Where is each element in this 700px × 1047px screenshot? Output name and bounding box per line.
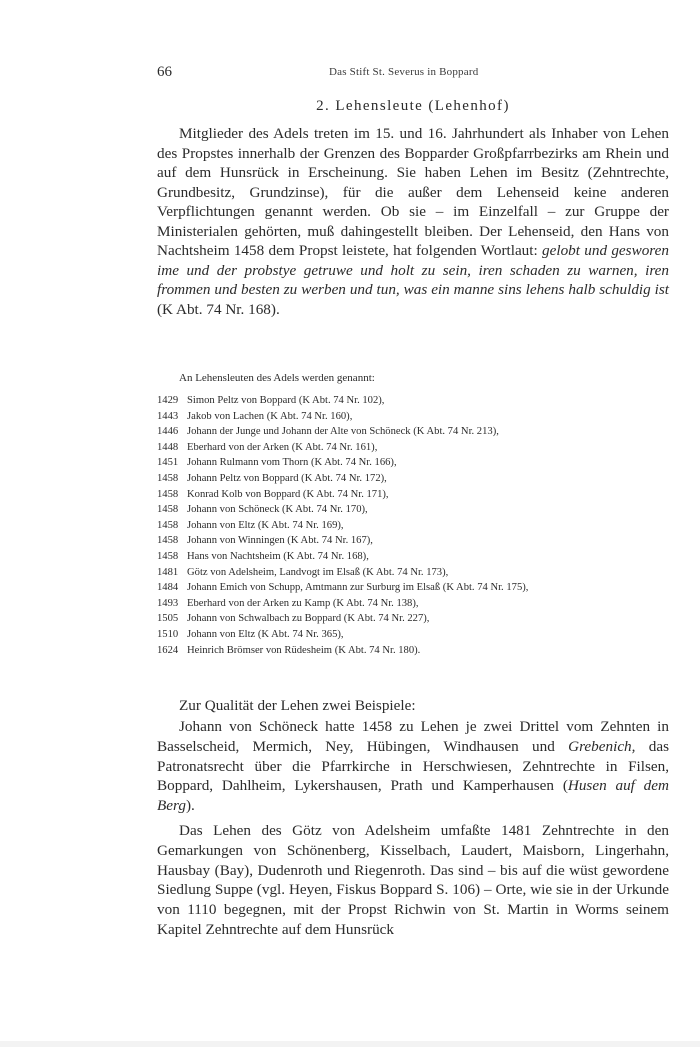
list-item-text: Eberhard von der Arken zu Kamp (K Abt. 74 Nr. 138), bbox=[187, 597, 419, 609]
schoeneck-italic-husen: Husen auf dem Berg bbox=[157, 777, 669, 815]
list-item-year: 1458 bbox=[157, 504, 179, 516]
list-item-text: Johann von Eltz (K Abt. 74 Nr. 169), bbox=[187, 519, 344, 531]
list-item bbox=[157, 611, 677, 627]
list-item bbox=[157, 518, 677, 534]
oath-quote: gelobt und gesworen ime und der probstye getruwe und holt zu sein, iren schaden zu warnen, iren frommen und besten zu werben und tun, was ein manne sins lehens halb schuldig ist bbox=[157, 242, 669, 298]
list-item bbox=[157, 487, 677, 503]
running-header bbox=[157, 64, 669, 84]
schoeneck-italic-grebenich: Grebenich, bbox=[568, 737, 636, 755]
list-item-text: Johann von Winningen (K Abt. 74 Nr. 167), bbox=[187, 535, 373, 547]
list-item bbox=[157, 409, 677, 425]
list-item-year: 1458 bbox=[157, 488, 179, 500]
list-item-year: 1505 bbox=[157, 613, 179, 625]
page-bottom-edge bbox=[0, 1041, 700, 1047]
list-item bbox=[157, 424, 677, 440]
list-item bbox=[157, 580, 677, 596]
list-item bbox=[157, 627, 677, 643]
intro-text: Mitglieder des Adels treten im 15. und 16. Jahrhundert als Inhaber von Lehen des Propstes innerhalb der Grenzen des Bopparder Großpfarrbezirks am Rhein und auf dem Hunsrück in Erscheinung. Sie haben Lehen im Besitz (Zehntrechte, Grundbesitz, Grundzinse), für die außer dem Lehenseid keine anderen Verpflichtungen genannt werden. Ob sie – im Einzelfall – zur Gruppe der Ministerialen gehörten, muß dahingestellt bleiben. Der Lehenseid, den Hans von Nachtsheim 1458 dem Propst leistete, hat folgenden Wortlaut: bbox=[157, 125, 669, 259]
list-item-year: 1448 bbox=[157, 441, 179, 453]
list-item bbox=[157, 533, 677, 549]
vassal-list bbox=[157, 393, 677, 658]
schoeneck-text: Johann von Schöneck hatte 1458 zu Lehen je zwei Drittel vom Zehnten in Basselscheid, Mermich, Ney, Hübingen, Windhausen und bbox=[157, 718, 669, 755]
list-item-text: Heinrich Brömser von Rüdesheim (K Abt. 74 Nr. 180). bbox=[187, 644, 421, 656]
list-item-year: 1458 bbox=[157, 535, 179, 547]
list-item-year: 1443 bbox=[157, 410, 179, 422]
list-item bbox=[157, 455, 677, 471]
list-item-year: 1458 bbox=[157, 519, 179, 531]
section-heading: 2. Lehensleute (Lehenhof) bbox=[316, 98, 510, 114]
list-item-year: 1481 bbox=[157, 566, 179, 578]
list-item bbox=[157, 502, 677, 518]
list-item-year: 1624 bbox=[157, 644, 179, 656]
list-item-text: Götz von Adelsheim, Landvogt im Elsaß (K Abt. 74 Nr. 173), bbox=[187, 566, 449, 578]
list-item-text: Hans von Nachtsheim (K Abt. 74 Nr. 168), bbox=[187, 550, 369, 562]
list-item-text: Jakob von Lachen (K Abt. 74 Nr. 160), bbox=[187, 410, 353, 422]
list-item-year: 1510 bbox=[157, 628, 179, 640]
schoeneck-text-2: das Patronatsrecht über die Pfarrkirche in Herschwiesen, Zehntrechte in Filsen, Boppard, Dahlheim, Lykershausen, Prath und Kamperhausen ( bbox=[157, 737, 669, 795]
list-item-text: Johann der Junge und Johann der Alte von Schöneck (K Abt. 74 Nr. 213), bbox=[187, 426, 499, 438]
list-item-year: 1484 bbox=[157, 582, 179, 594]
oath-citation: (K Abt. 74 Nr. 168). bbox=[157, 300, 280, 318]
list-item-text: Johann von Schöneck (K Abt. 74 Nr. 170), bbox=[187, 504, 368, 516]
list-item-text: Johann Emich von Schupp, Amtmann zur Surburg im Elsaß (K Abt. 74 Nr. 175), bbox=[187, 582, 529, 594]
schoeneck-paragraph bbox=[157, 717, 669, 816]
list-item-year: 1458 bbox=[157, 472, 179, 484]
list-item-text: Johann von Eltz (K Abt. 74 Nr. 365), bbox=[187, 628, 344, 640]
list-item-text: Eberhard von der Arken (K Abt. 74 Nr. 161), bbox=[187, 441, 378, 453]
list-intro: An Lehensleuten des Adels werden genannt: bbox=[179, 372, 375, 384]
list-item-year: 1458 bbox=[157, 550, 179, 562]
list-item-year: 1446 bbox=[157, 426, 179, 438]
list-item-year: 1451 bbox=[157, 457, 179, 469]
list-item bbox=[157, 440, 677, 456]
list-item-text: Johann Rulmann vom Thorn (K Abt. 74 Nr. 166), bbox=[187, 457, 397, 469]
list-item-year: 1429 bbox=[157, 395, 179, 406]
schoeneck-text-3: ). bbox=[185, 797, 195, 815]
page-number: 66 bbox=[157, 64, 172, 80]
list-item-text: Johann von Schwalbach zu Boppard (K Abt. 74 Nr. 227), bbox=[187, 613, 430, 625]
adelsheim-paragraph: Das Lehen des Götz von Adelsheim umfaßte 1481 Zehntrechte in den Gemarkungen von Schönenberg, Kisselbach, Laudert, Maisborn, Lingerhahn, Hausbay (Bay), Dudenroth und Riegenroth. Das sind – bis auf die wüst gewordene Siedlung Suppe (vgl. Heyen, Fiskus Boppard S. 106) – Orte, wie sie in der Urkunde von 1110 begegnen, mit der Propst Richwin von St. Martin in Worms seinem Kapitel Zehntrechte auf dem Hunsrück bbox=[157, 822, 669, 938]
list-item-text: Johann Peltz von Boppard (K Abt. 74 Nr. 172), bbox=[187, 472, 387, 484]
list-item bbox=[157, 549, 677, 565]
list-item bbox=[157, 471, 677, 487]
examples-heading: Zur Qualität der Lehen zwei Beispiele: bbox=[179, 697, 416, 714]
list-item-text: Konrad Kolb von Boppard (K Abt. 74 Nr. 171), bbox=[187, 488, 389, 500]
list-item-year: 1493 bbox=[157, 597, 179, 609]
running-title: Das Stift St. Severus in Boppard bbox=[329, 66, 479, 78]
list-item bbox=[157, 393, 677, 409]
list-item bbox=[157, 596, 677, 612]
intro-paragraph bbox=[157, 124, 669, 319]
list-item-text: Simon Peltz von Boppard (K Abt. 74 Nr. 102), bbox=[187, 395, 385, 406]
list-item bbox=[157, 565, 677, 581]
list-item bbox=[157, 643, 677, 659]
